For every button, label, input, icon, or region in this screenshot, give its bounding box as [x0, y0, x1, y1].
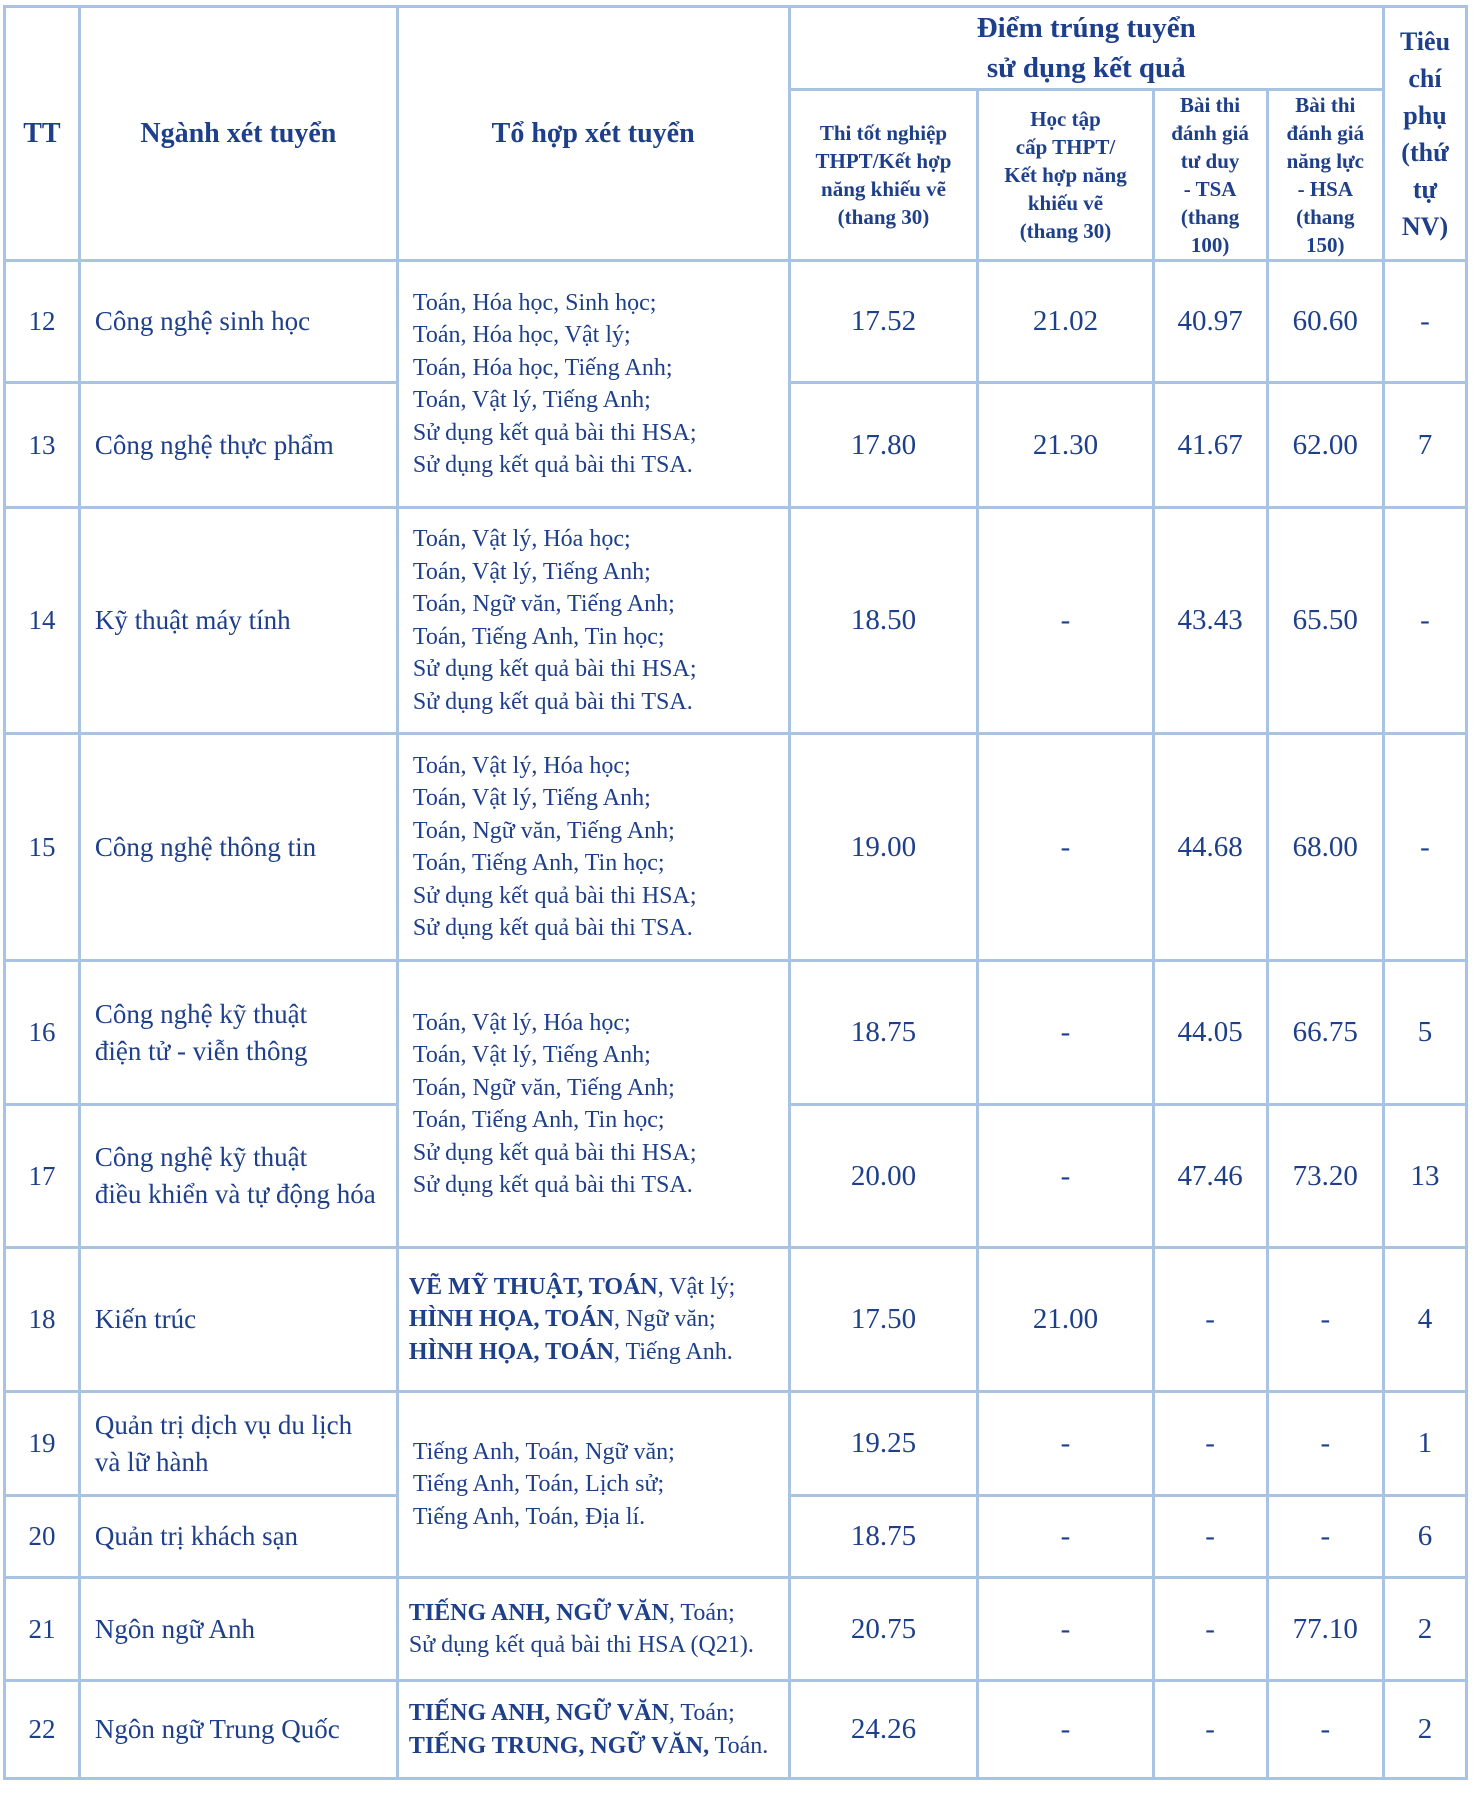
tieuchi: 6 [1384, 1496, 1467, 1578]
score-hsa: 60.60 [1267, 261, 1383, 383]
table-row [5, 261, 1467, 383]
table-row [5, 734, 1467, 961]
score-hoctap: - [978, 1681, 1153, 1779]
score-thpt: 18.50 [789, 508, 978, 734]
score-thpt: 19.25 [789, 1392, 978, 1496]
score-hsa: - [1267, 1681, 1383, 1779]
row-major: Kỹ thuật máy tính [79, 508, 397, 734]
tieuchi: - [1384, 261, 1467, 383]
score-hoctap: - [978, 961, 1153, 1105]
row-major: Công nghệ kỹ thuật điều khiển và tự động hóa [79, 1105, 397, 1248]
row-major: Kiến trúc [79, 1248, 397, 1392]
score-thpt: 18.75 [789, 1496, 978, 1578]
score-hoctap: 21.02 [978, 261, 1153, 383]
tieuchi: 5 [1384, 961, 1467, 1105]
score-tsa: 44.68 [1153, 734, 1267, 961]
header-tohop: Tổ hợp xét tuyển [397, 7, 789, 261]
header-hoctap: Học tập cấp THPT/ Kết hợp năng khiếu vẽ (thang 30) [978, 90, 1153, 261]
score-hsa: 65.50 [1267, 508, 1383, 734]
score-hsa: 62.00 [1267, 383, 1383, 508]
score-thpt: 24.26 [789, 1681, 978, 1779]
score-tsa: - [1153, 1578, 1267, 1681]
combo-cell: Toán, Hóa học, Sinh học; Toán, Hóa học, Vật lý; Toán, Hóa học, Tiếng Anh; Toán, Vật lý, Tiếng Anh; Sử dụng kết quả bài thi HSA; Sử dụng kết quả bài thi TSA. [397, 261, 789, 508]
score-thpt: 17.52 [789, 261, 978, 383]
row-major: Quản trị khách sạn [79, 1496, 397, 1578]
tieuchi: - [1384, 508, 1467, 734]
row-major: Công nghệ kỹ thuật điện tử - viễn thông [79, 961, 397, 1105]
table-row [5, 1248, 1467, 1392]
score-thpt: 17.80 [789, 383, 978, 508]
score-tsa: 41.67 [1153, 383, 1267, 508]
header-diem-group [789, 7, 1383, 90]
score-thpt: 17.50 [789, 1248, 978, 1392]
header-nganh: Ngành xét tuyển [79, 7, 397, 261]
row-tt: 12 [5, 261, 80, 383]
tieuchi: 1 [1384, 1392, 1467, 1496]
score-thpt: 18.75 [789, 961, 978, 1105]
score-hoctap: - [978, 734, 1153, 961]
score-tsa: - [1153, 1681, 1267, 1779]
combo-cell: Toán, Vật lý, Hóa học; Toán, Vật lý, Tiếng Anh; Toán, Ngữ văn, Tiếng Anh; Toán, Tiếng Anh, Tin học; Sử dụng kết quả bài thi HSA; Sử dụng kết quả bài thi TSA. [397, 961, 789, 1248]
row-tt: 19 [5, 1392, 80, 1496]
row-tt: 17 [5, 1105, 80, 1248]
row-tt: 15 [5, 734, 80, 961]
row-tt: 14 [5, 508, 80, 734]
combo-cell: VẼ MỸ THUẬT, TOÁN, Vật lý; HÌNH HỌA, TOÁN, Ngữ văn; HÌNH HỌA, TOÁN, Tiếng Anh. [397, 1248, 789, 1392]
score-tsa: 47.46 [1153, 1105, 1267, 1248]
score-hsa: - [1267, 1392, 1383, 1496]
row-tt: 18 [5, 1248, 80, 1392]
combo-cell: TIẾNG ANH, NGỮ VĂN, Toán; Sử dụng kết quả bài thi HSA (Q21). [397, 1578, 789, 1681]
tieuchi: 4 [1384, 1248, 1467, 1392]
row-tt: 16 [5, 961, 80, 1105]
row-major: Công nghệ thông tin [79, 734, 397, 961]
score-hoctap: - [978, 1578, 1153, 1681]
score-thpt: 19.00 [789, 734, 978, 961]
tieuchi: 2 [1384, 1681, 1467, 1779]
combo-cell: TIẾNG ANH, NGỮ VĂN, Toán; TIẾNG TRUNG, NGỮ VĂN, Toán. [397, 1681, 789, 1779]
score-tsa: - [1153, 1496, 1267, 1578]
score-hoctap: - [978, 508, 1153, 734]
table-row [5, 508, 1467, 734]
table-row [5, 1681, 1467, 1779]
header-tsa: Bài thi đánh giá tư duy - TSA (thang 100) [1153, 90, 1267, 261]
score-tsa: 40.97 [1153, 261, 1267, 383]
score-hsa: - [1267, 1248, 1383, 1392]
tieuchi: - [1384, 734, 1467, 961]
score-hsa: 68.00 [1267, 734, 1383, 961]
row-tt: 13 [5, 383, 80, 508]
table-row [5, 1578, 1467, 1681]
score-tsa: 43.43 [1153, 508, 1267, 734]
header-thpt: Thi tốt nghiệp THPT/Kết hợp năng khiếu vẽ (thang 30) [789, 90, 978, 261]
score-thpt: 20.75 [789, 1578, 978, 1681]
table-row [5, 1392, 1467, 1496]
score-hsa: 66.75 [1267, 961, 1383, 1105]
score-hoctap: - [978, 1392, 1153, 1496]
header-tt: TT [5, 7, 80, 261]
row-major: Ngôn ngữ Anh [79, 1578, 397, 1681]
row-major: Công nghệ thực phẩm [79, 383, 397, 508]
header-diem-line-1: Điểm trúng tuyển [976, 12, 1196, 44]
score-hsa: 77.10 [1267, 1578, 1383, 1681]
score-thpt: 20.00 [789, 1105, 978, 1248]
score-tsa: - [1153, 1248, 1267, 1392]
tieuchi: 2 [1384, 1578, 1467, 1681]
tieuchi: 13 [1384, 1105, 1467, 1248]
score-hsa: - [1267, 1496, 1383, 1578]
header-hsa: Bài thi đánh giá năng lực - HSA (thang 150) [1267, 90, 1383, 261]
score-hoctap: 21.00 [978, 1248, 1153, 1392]
table-row [5, 961, 1467, 1105]
combo-cell: Tiếng Anh, Toán, Ngữ văn; Tiếng Anh, Toán, Lịch sử; Tiếng Anh, Toán, Địa lí. [397, 1392, 789, 1578]
admission-scores-table [3, 5, 1468, 1780]
score-hsa: 73.20 [1267, 1105, 1383, 1248]
score-hoctap: - [978, 1496, 1153, 1578]
score-hoctap: 21.30 [978, 383, 1153, 508]
admission-scores-table-wrapper [3, 5, 1468, 1780]
header-diem-line-2: sử dụng kết quả [986, 52, 1186, 84]
header-tieuchi: Tiêu chí phụ (thứ tự NV) [1384, 7, 1467, 261]
combo-cell: Toán, Vật lý, Hóa học; Toán, Vật lý, Tiếng Anh; Toán, Ngữ văn, Tiếng Anh; Toán, Tiếng Anh, Tin học; Sử dụng kết quả bài thi HSA; Sử dụng kết quả bài thi TSA. [397, 508, 789, 734]
row-tt: 21 [5, 1578, 80, 1681]
row-major: Công nghệ sinh học [79, 261, 397, 383]
row-tt: 20 [5, 1496, 80, 1578]
score-tsa: - [1153, 1392, 1267, 1496]
row-tt: 22 [5, 1681, 80, 1779]
score-tsa: 44.05 [1153, 961, 1267, 1105]
row-major: Quản trị dịch vụ du lịch và lữ hành [79, 1392, 397, 1496]
tieuchi: 7 [1384, 383, 1467, 508]
row-major: Ngôn ngữ Trung Quốc [79, 1681, 397, 1779]
combo-cell: Toán, Vật lý, Hóa học; Toán, Vật lý, Tiếng Anh; Toán, Ngữ văn, Tiếng Anh; Toán, Tiếng Anh, Tin học; Sử dụng kết quả bài thi HSA; Sử dụng kết quả bài thi TSA. [397, 734, 789, 961]
score-hoctap: - [978, 1105, 1153, 1248]
